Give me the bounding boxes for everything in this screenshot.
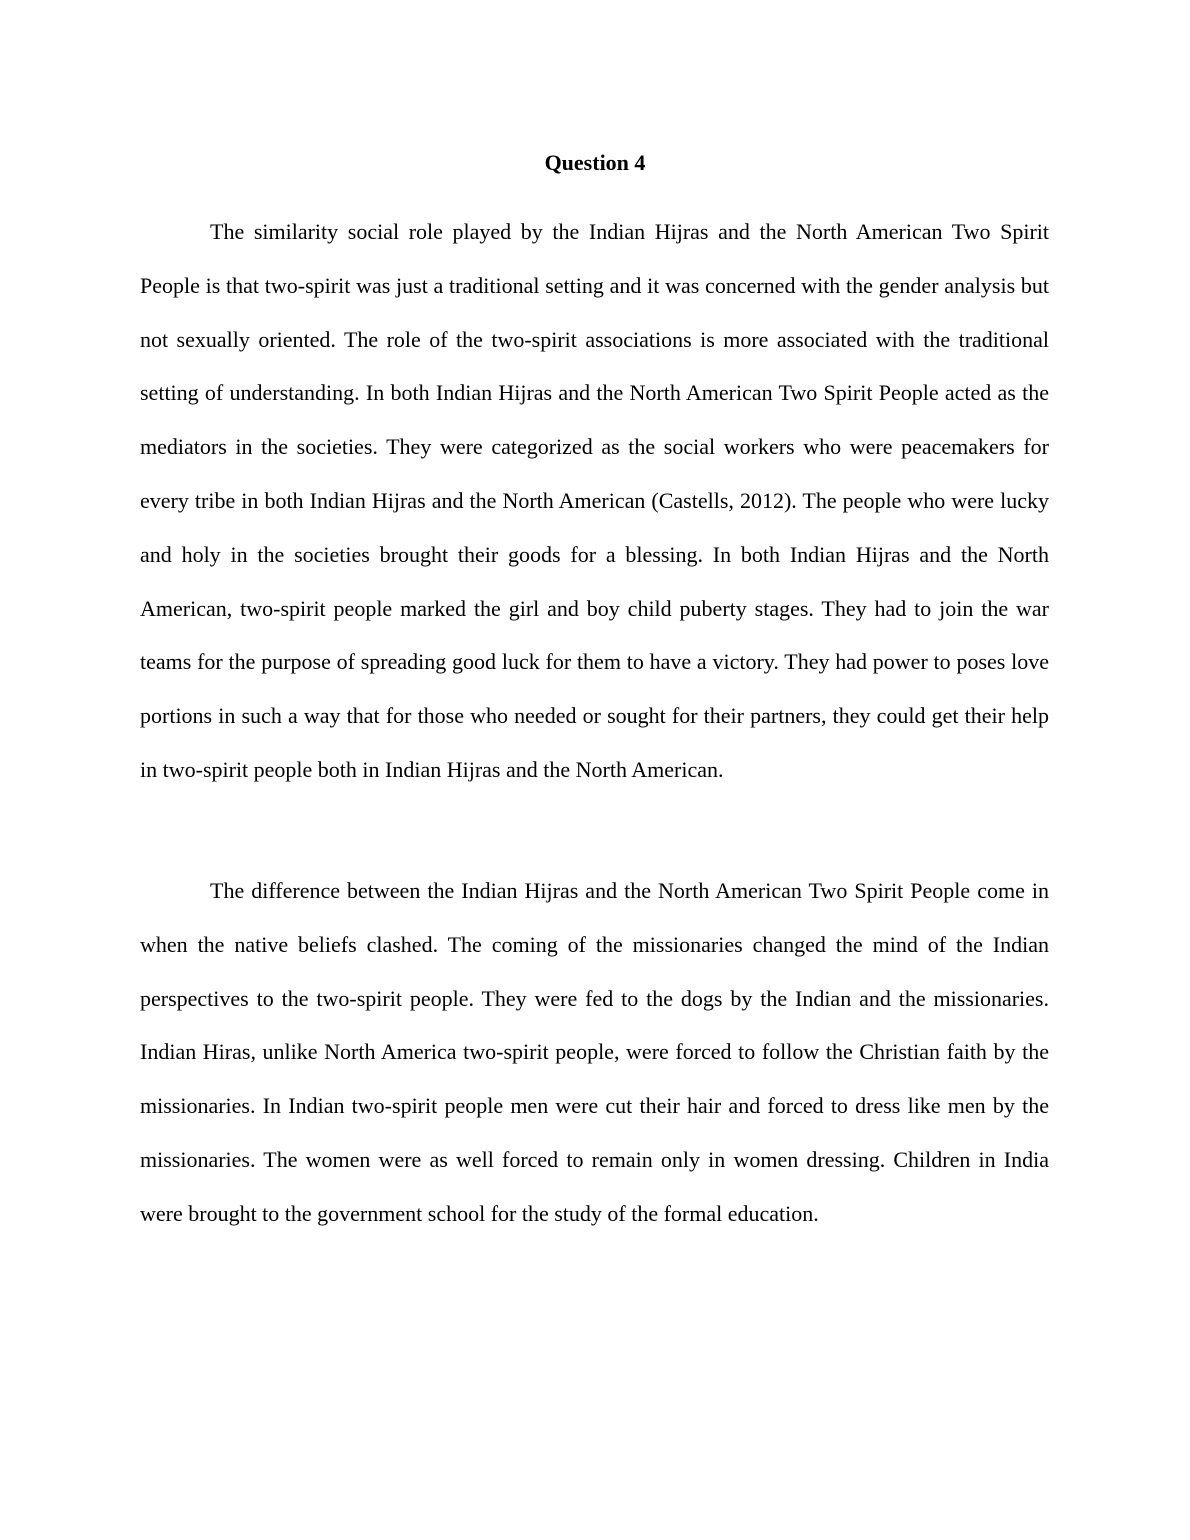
paragraph-difference: The difference between the Indian Hijras and the North American Two Spirit People come in when the native beliefs clashed. The coming of the missionaries changed the mind of the Indian perspectives to the two-spirit people. They were fed to the dogs by the Indian and the missionaries. Indian Hiras, unlike North America two-spirit people, were forced to follow the Christian faith by the missionaries. In Indian two-spirit people men were cut their hair and forced to dress like men by the missionaries. The women were as well forced to remain only in women dressing. Children in India were brought to the government school for the study of the formal education. [140,878,1049,1226]
paragraph-similarity: The similarity social role played by the Indian Hijras and the North American Two Spirit People is that two-spirit was just a traditional setting and it was concerned with the gender analysis but not sexually oriented. The role of the two-spirit associations is more associated with the traditional setting of understanding. In both Indian Hijras and the North American Two Spirit People acted as the mediators in the societies. They were categorized as the social workers who were peacemakers for every tribe in both Indian Hijras and the North American (Castells, 2012). The people who were lucky and holy in the societies brought their goods for a blessing. In both Indian Hijras and the North American, two-spirit people marked the girl and boy child puberty stages. They had to join the war teams for the purpose of spreading good luck for them to have a victory. They had power to poses love portions in such a way that for those who needed or sought for their partners, they could get their help in two-spirit people both in Indian Hijras and the North American. [140,219,1049,782]
page-title: Question 4 [544,150,646,175]
